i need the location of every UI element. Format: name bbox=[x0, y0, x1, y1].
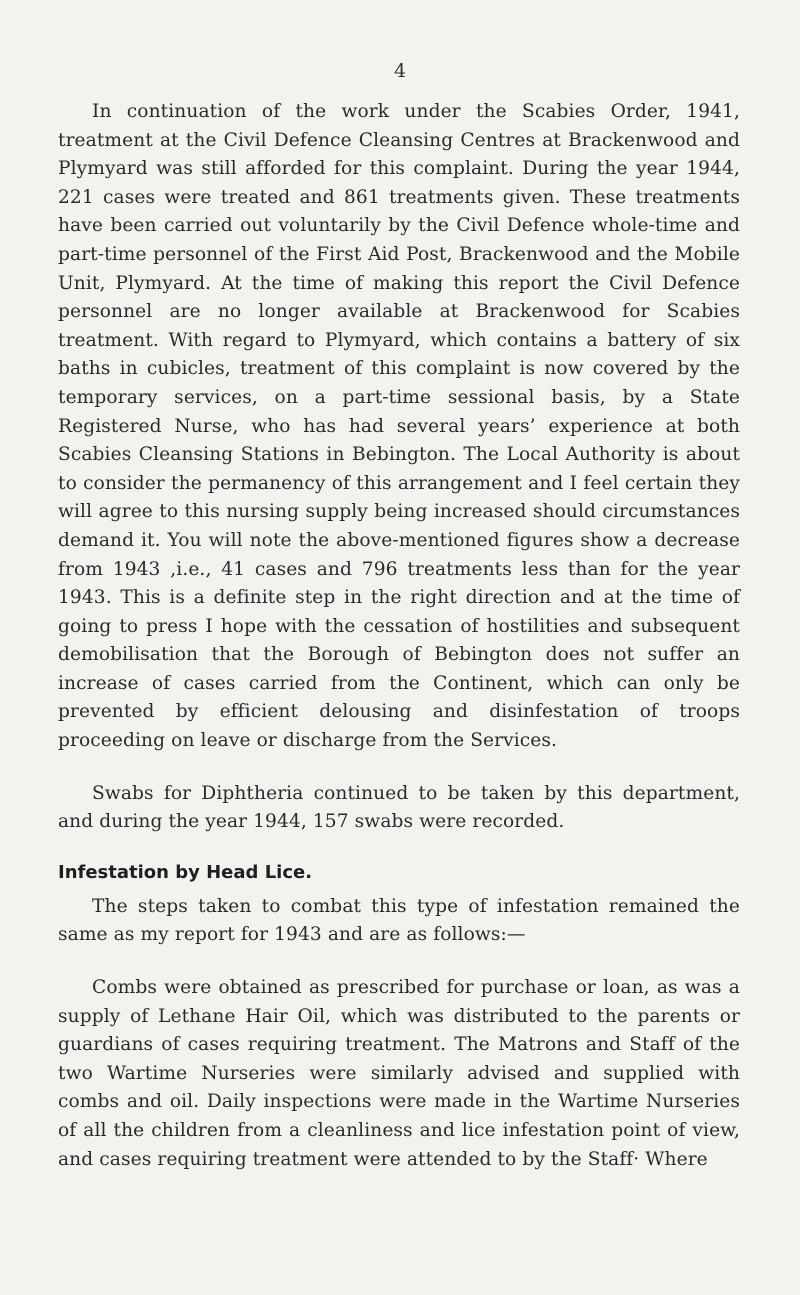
paragraph-combs-and-oil: Combs were obtained as prescribed for purchase or loan, as was a supply of Lethane Hair Oil, which was distributed to the parents or guardians of cases requiring treatment. The Matrons and Staff of the two Wartime Nurseries were similarly advised and supplied with combs and oil. Daily inspections were made in the Wartime Nurseries of all the children from a cleanliness and lice infestation point of view, and cases requiring treatment were attended to by the Staff· Where bbox=[58, 977, 740, 1170]
paragraph-scabies-treatment: In continuation of the work under the Scabies Order, 1941, treatment at the Civil Defence Cleansing Centres at Brackenwood and Plymyard was still afforded for this complaint. During the year 1944, 221 cases were treated and 861 treatments given. These treatments have been carried out voluntarily by the Civil Defence whole-time and part-time personnel of the First Aid Post, Brackenwood and the Mobile Unit, Plymyard. At the time of making this report the Civil Defence personnel are no longer available at Brackenwood for Scabies treatment. With regard to Plymyard, which contains a battery of six baths in cubicles, treatment of this complaint is now covered by the temporary services, on a part-time sessional basis, by a State Registered Nurse, who has had several years’ experience at both Scabies Cleansing Stations in Bebington. The Local Authority is about to consider the permanency of this arrangement and I feel certain they will agree to this nursing supply being increased should circumstances demand it. You will note the above-mentioned figures show a decrease from 1943 ,i.e., 41 cases and 796 treatments less than for the year 1943. This is a definite step in the right direction and at the time of going to press I hope with the cessation of hostilities and subsequent demobilisation that the Borough of Bebington does not suffer an increase of cases carried from the Continent, which can only be prevented by efficient delousing and disinfestation of troops proceeding on leave or discharge from the Services. bbox=[58, 101, 740, 752]
section-heading-head-lice: Infestation by Head Lice. bbox=[58, 861, 313, 883]
paragraph-diphtheria-swabs: Swabs for Diphtheria continued to be taken by this department, and during the year 1944, 157 swabs were recorded. bbox=[58, 782, 740, 833]
body-text bbox=[58, 98, 740, 1174]
paragraph-steps-taken: The steps taken to combat this type of infestation remained the same as my report for 1943 and are as follows:— bbox=[58, 895, 740, 946]
page-number: 4 bbox=[393, 60, 407, 82]
